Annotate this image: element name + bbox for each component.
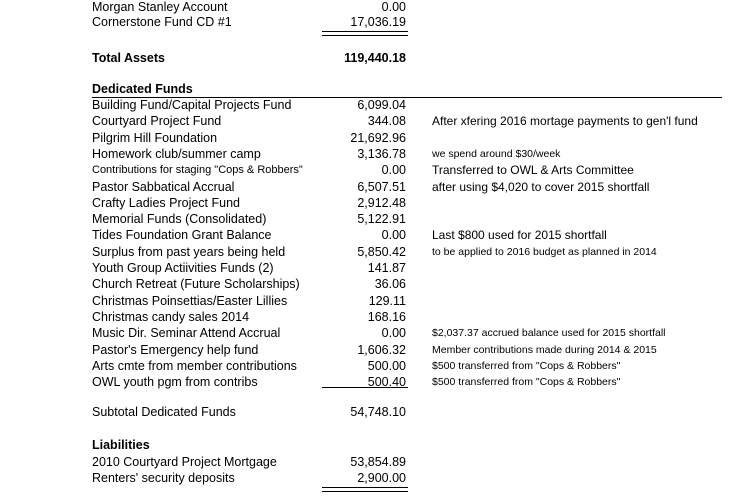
dedicated-fund-note: $500 transferred from "Cops & Robbers" — [432, 359, 621, 372]
dedicated-fund-label: OWL youth pgm from contribs — [92, 375, 258, 390]
dedicated-fund-amount: 0.00 — [381, 326, 406, 341]
dedicated-fund-note: After xfering 2016 mortage payments to gen'l fund — [432, 114, 698, 129]
dedicated-fund-note: Transferred to OWL & Arts Committee — [432, 163, 634, 178]
dedicated-fund-note: after using $4,020 to cover 2015 shortfall — [432, 179, 650, 194]
row-amount-mortgage: 53,854.89 — [350, 455, 406, 469]
row-label-morgan-stanley: Morgan Stanley Account — [92, 0, 228, 14]
dedicated-fund-amount: 21,692.96 — [350, 130, 406, 145]
dedicated-fund-amount: 500.00 — [367, 358, 406, 373]
liabilities-heading: Liabilities — [92, 438, 150, 452]
dedicated-fund-label: Building Fund/Capital Projects Fund — [92, 98, 292, 112]
subtotal-rule — [322, 387, 408, 388]
double-underline-liabilities — [322, 487, 408, 492]
dedicated-fund-label: Contributions for staging "Cops & Robbers" — [92, 164, 303, 177]
dedicated-fund-label: Church Retreat (Future Scholarships) — [92, 277, 300, 292]
dedicated-fund-label: Pilgrim Hill Foundation — [92, 130, 218, 145]
row-amount-cornerstone: 17,036.19 — [350, 15, 406, 29]
row-label-cornerstone: Cornerstone Fund CD #1 — [92, 15, 232, 29]
dedicated-fund-amount: 0.00 — [381, 163, 406, 178]
dedicated-fund-amount: 6,507.51 — [357, 179, 406, 194]
subtotal-label: Subtotal Dedicated Funds — [92, 405, 236, 419]
dedicated-fund-amount: 3,136.78 — [357, 146, 406, 161]
dedicated-fund-note: $500 transferred from "Cops & Robbers" — [432, 376, 621, 389]
dedicated-fund-amount: 5,850.42 — [357, 244, 406, 259]
dedicated-fund-label: Christmas candy sales 2014 — [92, 309, 250, 324]
dedicated-fund-note: we spend around $30/week — [432, 147, 561, 160]
dedicated-fund-label: Courtyard Project Fund — [92, 114, 222, 129]
dedicated-fund-amount: 1,606.32 — [357, 342, 406, 357]
dedicated-fund-label: Crafty Ladies Project Fund — [92, 195, 240, 210]
row-label-mortgage: 2010 Courtyard Project Mortgage — [92, 455, 277, 469]
dedicated-fund-note: $2,037.37 accrued balance used for 2015 shortfall — [432, 327, 666, 340]
double-underline-assets — [322, 31, 408, 36]
row-amount-morgan-stanley: 0.00 — [381, 0, 406, 14]
total-assets-amount: 119,440.18 — [344, 51, 406, 65]
total-assets-label: Total Assets — [92, 51, 165, 65]
dedicated-fund-label: Surplus from past years being held — [92, 244, 286, 259]
dedicated-fund-amount: 344.08 — [367, 114, 406, 129]
dedicated-fund-amount: 5,122.91 — [357, 212, 406, 227]
dedicated-fund-label: Christmas Poinsettias/Easter Lillies — [92, 293, 288, 308]
subtotal-amount: 54,748.10 — [350, 405, 406, 419]
dedicated-funds-heading: Dedicated Funds — [92, 82, 193, 96]
dedicated-fund-amount: 141.87 — [367, 261, 406, 275]
dedicated-fund-amount: 129.11 — [368, 293, 406, 308]
row-label-deposits: Renters' security deposits — [92, 471, 235, 485]
dedicated-fund-label: Pastor's Emergency help fund — [92, 342, 259, 357]
dedicated-fund-label: Arts cmte from member contributions — [92, 358, 297, 373]
dedicated-fund-label: Pastor Sabbatical Accrual — [92, 179, 235, 194]
dedicated-fund-note: Member contributions made during 2014 & 2015 — [432, 343, 657, 356]
dedicated-fund-label: Memorial Funds (Consolidated) — [92, 212, 267, 227]
dedicated-fund-note: Last $800 used for 2015 shortfall — [432, 228, 607, 243]
dedicated-fund-label: Youth Group Actiivities Funds (2) — [92, 261, 274, 275]
dedicated-fund-amount: 168.16 — [367, 309, 406, 324]
dedicated-fund-note: to be applied to 2016 budget as planned in 2014 — [432, 245, 657, 258]
dedicated-fund-amount: 2,912.48 — [357, 195, 406, 210]
row-amount-deposits: 2,900.00 — [357, 471, 406, 485]
dedicated-fund-amount: 6,099.04 — [357, 98, 406, 112]
dedicated-fund-label: Music Dir. Seminar Attend Accrual — [92, 326, 281, 341]
dedicated-fund-amount: 500.40 — [367, 375, 406, 390]
dedicated-fund-label: Tides Foundation Grant Balance — [92, 228, 272, 243]
dedicated-fund-amount: 0.00 — [381, 228, 406, 243]
dedicated-fund-amount: 36.06 — [374, 277, 406, 292]
dedicated-fund-label: Homework club/summer camp — [92, 146, 261, 161]
